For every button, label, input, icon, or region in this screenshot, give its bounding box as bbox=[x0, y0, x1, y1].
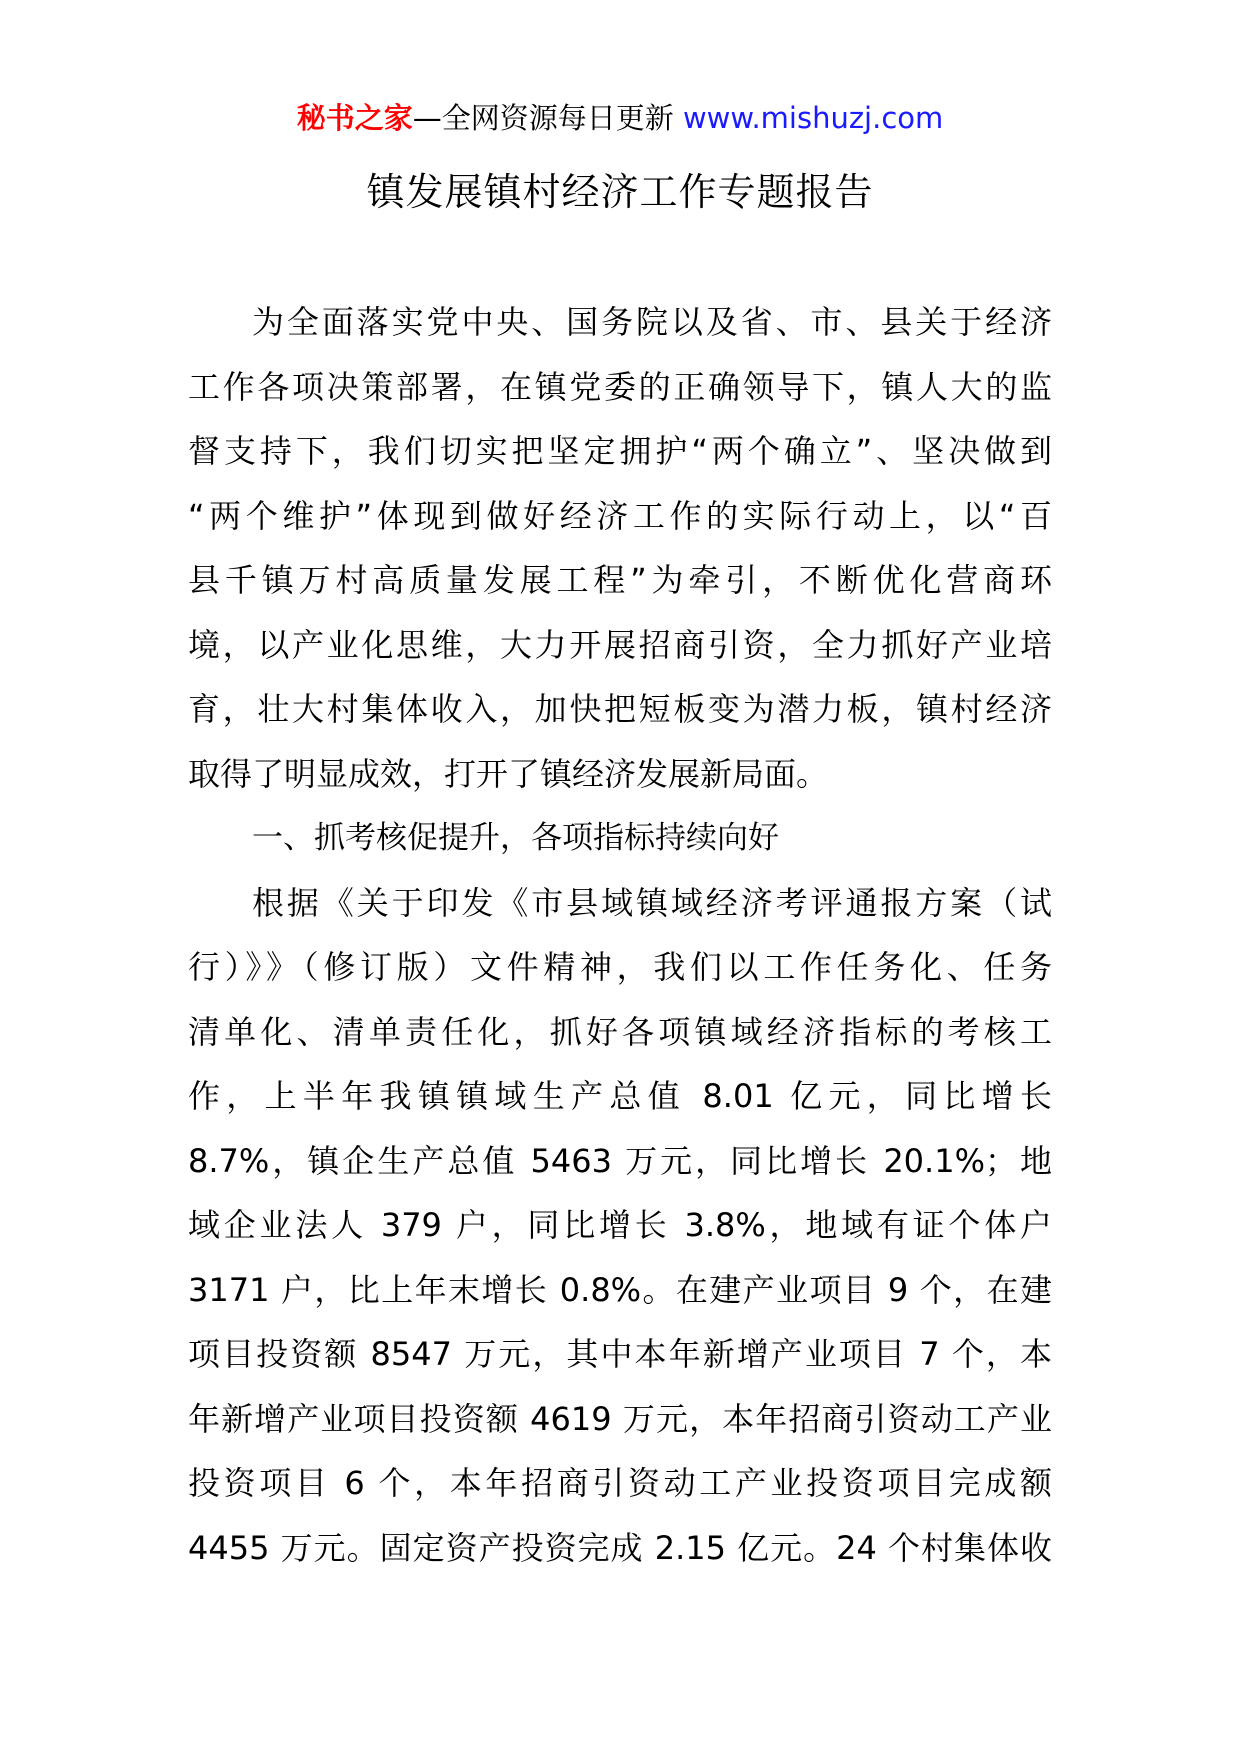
paragraph-2-line: 域企业法人 379 户，同比增长 3.8%，地域有证个体户 bbox=[188, 1206, 1052, 1244]
paragraph-2-line: 8.7%，镇企生产总值 5463 万元，同比增长 20.1%；地 bbox=[188, 1141, 1052, 1180]
site-header bbox=[0, 98, 1240, 138]
paragraph-1-line: “两个维护”体现到做好经济工作的实际行动上，以“百 bbox=[188, 496, 1052, 535]
paragraph-1-line: 督支持下，我们切实把坚定拥护“两个确立”、坚决做到 bbox=[188, 432, 1052, 470]
paragraph-2-line: 清单化、清单责任化，抓好各项镇域经济指标的考核工 bbox=[188, 1012, 1052, 1051]
paragraph-2-line: 年新增产业项目投资额 4619 万元，本年招商引资动工产业 bbox=[188, 1399, 1052, 1438]
paragraph-2-line: 作，上半年我镇镇域生产总值 8.01 亿元，同比增长 bbox=[188, 1077, 1052, 1115]
paragraph-1-line: 育，壮大村集体收入，加快把短板变为潜力板，镇村经济 bbox=[188, 690, 1052, 728]
paragraph-1-line: 境，以产业化思维，大力开展招商引资，全力抓好产业培 bbox=[188, 625, 1052, 664]
paragraph-1-line: 工作各项决策部署，在镇党委的正确领导下，镇人大的监 bbox=[188, 367, 1052, 406]
paragraph-2-line: 3171 户，比上年末增长 0.8%。在建产业项目 9 个，在建 bbox=[188, 1270, 1052, 1309]
site-brand: 秘书之家 bbox=[296, 101, 413, 135]
document-body bbox=[188, 290, 1052, 1580]
paragraph-2-line: 投资项目 6 个，本年招商引资动工产业投资项目完成额 bbox=[188, 1464, 1052, 1502]
document-title: 镇发展镇村经济工作专题报告 bbox=[366, 170, 874, 214]
paragraph-2-line: 根据《关于印发《市县域镇域经济考评通报方案（试 bbox=[252, 883, 1052, 922]
paragraph-1-line: 取得了明显成效，打开了镇经济发展新局面。 bbox=[188, 754, 829, 793]
paragraph-2-line: 项目投资额 8547 万元，其中本年新增产业项目 7 个，本 bbox=[188, 1335, 1052, 1373]
section-1-heading: 一、抓考核促提升，各项指标持续向好 bbox=[252, 820, 779, 856]
paragraph-2-line: 4455 万元。固定资产投资完成 2.15 亿元。24 个村集体收 bbox=[188, 1528, 1052, 1567]
paragraph-1-line: 县千镇万村高质量发展工程”为牵引，不断优化营商环 bbox=[188, 561, 1052, 599]
paragraph-2-line: 行）》》（修订版）文件精神，我们以工作任务化、任务 bbox=[188, 948, 1052, 986]
site-url-link[interactable]: www.mishuzj.com bbox=[682, 101, 944, 135]
paragraph-1-line: 为全面落实党中央、国务院以及省、市、县关于经济 bbox=[252, 303, 1052, 341]
site-slogan: —全网资源每日更新 bbox=[412, 101, 683, 135]
